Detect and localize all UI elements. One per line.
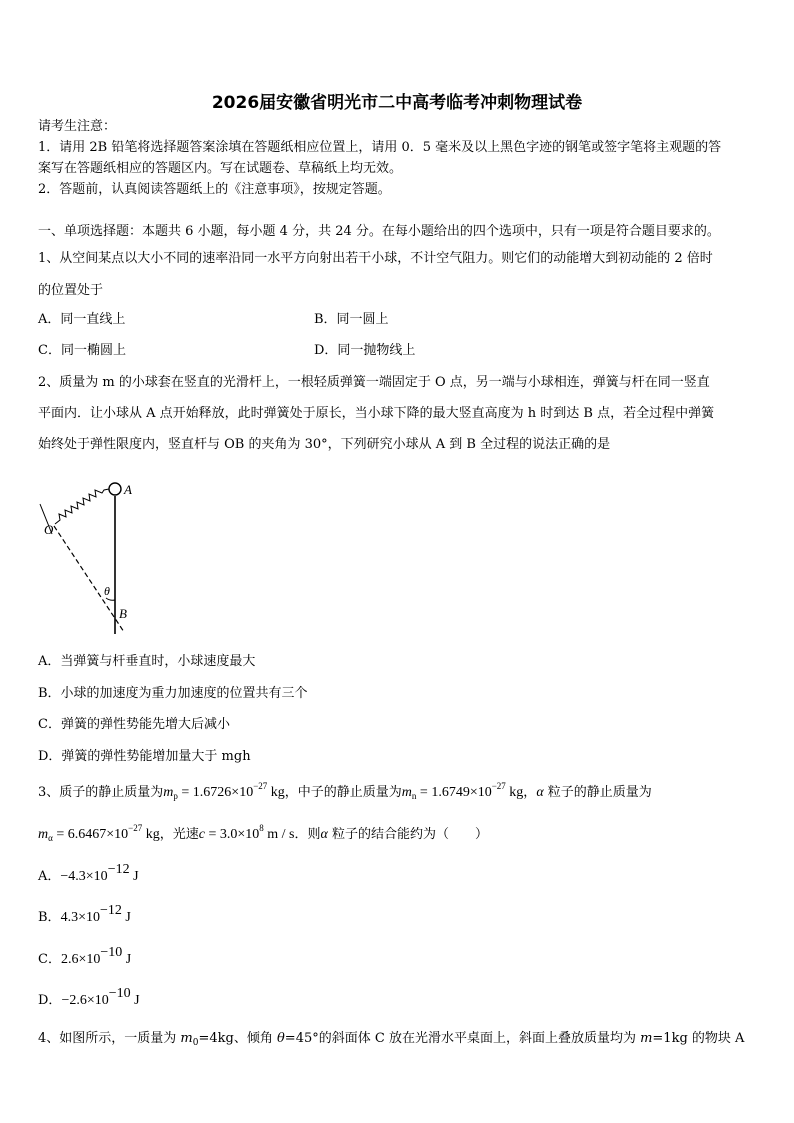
q3-stem-line2 bbox=[38, 823, 488, 844]
q3-text-2: ，中子的静止质量为 bbox=[284, 785, 402, 800]
q3-option-c: C．$2.6\times 10^{-10}$ J bbox=[38, 945, 132, 967]
q3-text-6: ．则 bbox=[294, 827, 321, 842]
notice-item-2: 2．答题前，认真阅读答题纸上的《注意事项》，按规定答题。 bbox=[38, 182, 391, 197]
q2-stem-line2: 平面内．让小球从 A 点开始释放，此时弹簧处于原长，当小球下降的最大竖直高度为 h 时到达 B 点，若全过程中弹簧 bbox=[38, 406, 715, 421]
page-title: 2026届安徽省明光市二中高考临考冲刺物理试卷 bbox=[211, 93, 583, 113]
m0-symbol: m bbox=[180, 1031, 193, 1046]
neutron-mass: $m_n = 1.6749\times 10^{-27}$ kg bbox=[401, 781, 524, 801]
q1-option-a: A．同一直线上 bbox=[38, 312, 126, 327]
q4-stem-line1: 4、如图所示，一质量为 $m_0=4kg$、倾角 θ=45°的斜面体 C 放在光滑水平桌面上，斜面上叠放质量均为 m=1kg 的物块 A bbox=[38, 1031, 745, 1048]
q3-option-b: B．$4.3\times 10^{-12}$ J bbox=[38, 903, 131, 925]
alpha-symbol-2: α bbox=[320, 827, 328, 842]
q3-text-3: ， bbox=[523, 785, 537, 800]
label-b: B bbox=[119, 606, 127, 621]
proton-mass: $m_p = 1.6726\times 10^{-27}$ kg bbox=[163, 781, 285, 801]
q2-stem-line1: 2、质量为 m 的小球套在竖直的光滑杆上，一根轻质弹簧一端固定于 O 点，另一端与小球相连，弹簧与杆在同一竖直 bbox=[38, 375, 710, 390]
q1-stem-line2: 的位置处于 bbox=[38, 283, 104, 298]
theta-symbol: θ bbox=[276, 1031, 285, 1046]
spring-rod-figure bbox=[36, 474, 146, 640]
q1-option-b: B．同一圆上 bbox=[314, 312, 389, 327]
section-heading: 一、单项选择题：本题共 6 小题，每小题 4 分，共 24 分。在每小题给出的四个选项中，只有一项是符合题目要求的。 bbox=[38, 224, 720, 239]
q3-stem-line1 bbox=[38, 781, 652, 802]
notice-item-1: 1．请用 2B 铅笔将选择题答案涂填在答题纸相应位置上，请用 0．5 毫米及以上黑色字迹的钢笔或签字笔将主观题的答 bbox=[38, 140, 722, 155]
q2-option-d: D．弹簧的弹性势能增加量大于 mgh bbox=[38, 749, 251, 764]
q1-stem-line1: 1、从空间某点以大小不同的速率沿同一水平方向射出若干小球，不计空气阻力。则它们的动能增大到初动能的 2 倍时 bbox=[38, 251, 713, 266]
spring bbox=[55, 489, 109, 524]
m-symbol: m bbox=[640, 1031, 653, 1046]
label-a: A bbox=[124, 482, 132, 497]
q3-option-a: A．$-4.3\times 10^{-12}$ J bbox=[38, 862, 139, 884]
ball-a bbox=[109, 483, 121, 495]
notice-item-1-cont: 案写在答题纸相应的答题区内。写在试题卷、草稿纸上均无效。 bbox=[38, 161, 403, 176]
speed-of-light: $c = 3.0\times 10^8$ m / s bbox=[198, 823, 295, 842]
q1-option-c: C．同一椭圆上 bbox=[38, 343, 126, 358]
q2-option-a: A．当弹簧与杆垂直时，小球速度最大 bbox=[38, 654, 256, 669]
q2-option-b: B．小球的加速度为重力加速度的位置共有三个 bbox=[38, 686, 308, 701]
q3-text-5: ，光速 bbox=[159, 827, 199, 842]
label-o: O bbox=[44, 522, 54, 537]
label-theta: θ bbox=[104, 584, 110, 598]
dashed-line-ob bbox=[54, 526, 124, 632]
notice-heading: 请考生注意： bbox=[38, 119, 117, 134]
q3-text-4: 粒子的静止质量为 bbox=[543, 785, 652, 800]
q2-option-c: C．弹簧的弹性势能先增大后减小 bbox=[38, 717, 230, 732]
q3-option-d: D．$-2.6\times 10^{-10}$ J bbox=[38, 986, 140, 1008]
q2-stem-line3: 始终处于弹性限度内，竖直杆与 OB 的夹角为 30°，下列研究小球从 A 到 B 全过程的说法正确的是 bbox=[38, 437, 611, 452]
alpha-symbol: α bbox=[536, 785, 544, 800]
angle-arc bbox=[106, 598, 115, 600]
q1-option-d: D．同一抛物线上 bbox=[314, 343, 416, 358]
q3-text-7: 粒子的结合能约为（ ） bbox=[327, 827, 488, 842]
alpha-mass: $m_\alpha = 6.6467\times 10^{-27}$ kg bbox=[38, 823, 160, 843]
q3-text-1: 3、质子的静止质量为 bbox=[38, 785, 164, 800]
